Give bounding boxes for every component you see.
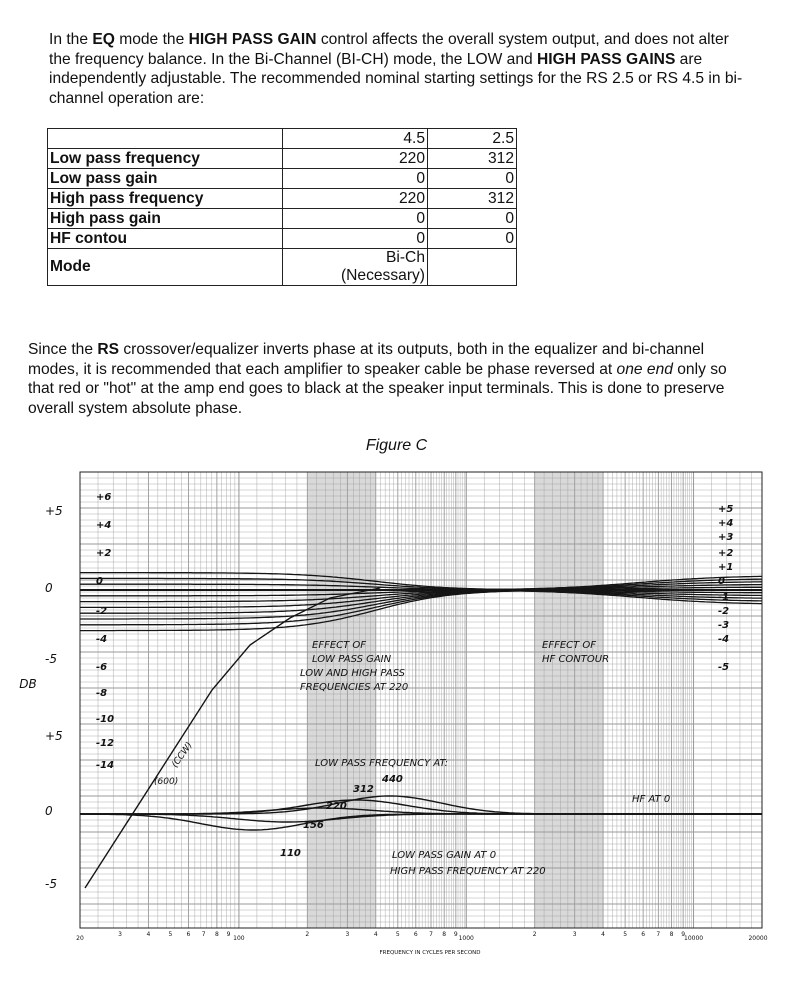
x-tick-digit: 8	[214, 931, 219, 938]
row-label: HF contou	[48, 229, 283, 249]
low-gain-curve-label: -14	[96, 760, 115, 771]
rs25-value: 0	[428, 229, 517, 249]
x-tick-digit: 5	[168, 931, 173, 938]
phase-text-run: one end	[616, 360, 673, 378]
row-label: Low pass gain	[48, 169, 283, 189]
table-row	[48, 229, 517, 249]
hf-contour-label: +5	[718, 504, 734, 515]
rs45-value: 220	[283, 149, 428, 169]
hf-contour-label: -3	[718, 620, 730, 631]
header-label-cell	[48, 129, 283, 149]
x-tick-digit: 4	[601, 931, 606, 938]
rs25-value: 312	[428, 189, 517, 209]
x-decade-label: 100	[233, 935, 245, 942]
annotation-low-pass-gain: FREQUENCIES AT 220	[300, 682, 409, 693]
low-gain-curve-label: -6	[96, 662, 108, 673]
annotation-low-pass-gain: LOW AND HIGH PASS	[300, 668, 406, 679]
frequency-curve-label: 312	[353, 784, 374, 795]
header-rs45-cell: 4.5	[283, 129, 428, 149]
x-decade-label: 10000	[684, 935, 704, 942]
intro-text-run: EQ	[92, 31, 115, 48]
frequency-curve-label: 156	[303, 820, 324, 831]
intro-text-run: HIGH PASS GAIN	[188, 31, 317, 48]
x-tick-digit: 8	[442, 931, 447, 938]
annotation-low-pass-frequency: LOW PASS FREQUENCY AT:	[315, 758, 449, 769]
row-label: Low pass frequency	[48, 149, 283, 169]
low-gain-curve-label: -4	[96, 634, 108, 645]
phase-text-run: crossover/equalizer inverts phase at its outputs, both in the equalizer and bi-channel modes, it is recommended that each amplifier to speaker cable be phase reversed at	[28, 341, 705, 378]
annotation-slope: (CCW)	[170, 740, 195, 770]
annotation-low-pass-gain: EFFECT OF	[312, 640, 367, 651]
table-row	[48, 249, 517, 286]
hf-contour-label: -4	[718, 634, 730, 645]
x-tick-digit: 4	[373, 931, 378, 938]
intro-text-run: mode the	[114, 31, 189, 48]
y-axis-label: -5	[45, 652, 57, 666]
rs25-value: 0	[428, 169, 517, 189]
x-tick-digit: 9	[226, 931, 231, 938]
annotation-low-pass-gain: LOW PASS GAIN	[312, 654, 392, 665]
rs25-value: 0	[428, 209, 517, 229]
settings-table-body	[48, 129, 517, 286]
hf-contour-label: +3	[718, 532, 734, 543]
rs45-value: 0	[283, 229, 428, 249]
y-axis-label: 0	[45, 804, 53, 818]
x-tick-digit: 4	[146, 931, 151, 938]
intro-text-run: HIGH PASS GAINS	[537, 50, 676, 68]
rs45-value: 220	[283, 189, 428, 209]
x-tick-digit: 2	[532, 931, 537, 938]
rs25-value	[428, 249, 517, 286]
low-pass-frequency-curve	[80, 808, 762, 814]
hf-contour-label: +4	[718, 518, 734, 529]
row-label: High pass frequency	[48, 189, 283, 209]
y-axis-label: DB	[19, 677, 37, 691]
rs45-value: 0	[283, 209, 428, 229]
table-row	[48, 149, 517, 169]
rs45-value: 0	[283, 169, 428, 189]
low-gain-curve-label: -2	[96, 606, 108, 617]
x-tick-digit: 3	[118, 931, 122, 938]
annotation-hf-zero: HF AT 0	[632, 794, 671, 805]
x-tick-digit: 5	[395, 931, 400, 938]
x-decade-label: 20000	[748, 935, 768, 942]
intro-paragraph	[49, 30, 749, 108]
y-axis-label: 0	[45, 581, 53, 595]
x-tick-digit: 7	[429, 931, 433, 938]
frequency-curve-label: 110	[280, 848, 301, 859]
annotation-bottom: HIGH PASS FREQUENCY AT 220	[390, 866, 546, 877]
x-tick-digit: 9	[681, 931, 686, 938]
rs25-value: 312	[428, 149, 517, 169]
phase-text-run: Since the	[28, 341, 98, 358]
hf-contour-label: -2	[718, 606, 730, 617]
hf-contour-label: +1	[718, 562, 734, 573]
x-tick-digit: 7	[656, 931, 661, 938]
x-tick-digit: 7	[201, 931, 206, 938]
table-row	[48, 169, 517, 189]
intro-text-run: In the	[49, 31, 93, 48]
x-tick-digit: 8	[669, 931, 674, 938]
x-tick-digit: 3	[345, 931, 350, 938]
low-gain-curve-label: +2	[96, 548, 112, 559]
low-pass-frequency-curve	[80, 814, 762, 830]
x-tick-digit: 3	[572, 931, 577, 938]
y-axis-label: +5	[45, 504, 63, 518]
x-tick-digit: 5	[623, 931, 628, 938]
x-tick-digit: 6	[186, 931, 191, 938]
x-tick-digit: 2	[305, 931, 310, 938]
low-gain-curve-label: -10	[96, 714, 115, 725]
y-axis-label: -5	[45, 877, 57, 891]
x-tick-digit: 6	[641, 931, 646, 938]
rs45-value	[283, 249, 428, 286]
hf-contour-label: +2	[718, 548, 734, 559]
low-gain-curve-label: -8	[96, 688, 108, 699]
annotation-hf-contour: EFFECT OF	[542, 640, 597, 651]
y-axis-label: +5	[45, 729, 63, 743]
frequency-response-graph	[0, 470, 793, 960]
x-tick-digit: 9	[453, 931, 458, 938]
intro-text-run: control affects the overall system output, and does not alter the frequency balance. In the Bi-Channel (BI-CH) mode, the LOW and	[49, 31, 729, 68]
header-rs25-cell: 2.5	[428, 129, 517, 149]
phase-text-run: RS	[97, 341, 120, 358]
low-gain-curve-label: +6	[96, 492, 112, 503]
rs45-mode-note: (Necessary)	[340, 267, 425, 284]
annotation-slope: (600)	[154, 777, 179, 787]
x-decade-label: 20	[76, 935, 84, 942]
annotation-bottom: LOW PASS GAIN AT 0	[392, 850, 497, 861]
annotation-hf-contour: HF CONTOUR	[542, 654, 610, 665]
phase-text-run: only so that red or "hot" at the amp end goes to black at the speaker input terminals. This is done to preserve overall system absolute phase.	[28, 360, 727, 417]
x-decade-label: 1000	[458, 935, 474, 942]
intro-text-run: are independently adjustable. The recommended nominal starting settings for the RS 2.5 or RS 4.5 in bi-channel operation are:	[49, 50, 743, 107]
figure-caption: Figure C	[365, 437, 428, 454]
settings-table	[47, 128, 517, 286]
hf-contour-label: 0	[718, 576, 725, 587]
phase-paragraph	[28, 340, 748, 418]
hf-contour-label: -5	[718, 662, 730, 673]
row-label: High pass gain	[48, 209, 283, 229]
low-gain-curve-label: +4	[96, 520, 112, 531]
hf-contour-label: -1	[718, 592, 730, 603]
x-tick-digit: 6	[413, 931, 418, 938]
table-row	[48, 209, 517, 229]
low-gain-curve-label: 0	[96, 576, 103, 587]
low-gain-curve-label: -12	[96, 738, 115, 749]
table-row	[48, 189, 517, 209]
frequency-curve-label: 220	[326, 801, 347, 812]
rs45-mode-value: Bi-Ch	[386, 249, 425, 266]
x-axis-title: FREQUENCY IN CYCLES PER SECOND	[379, 950, 481, 956]
frequency-curve-label: 440	[382, 774, 403, 785]
table-header-row	[48, 129, 517, 149]
row-label: Mode	[48, 249, 283, 286]
